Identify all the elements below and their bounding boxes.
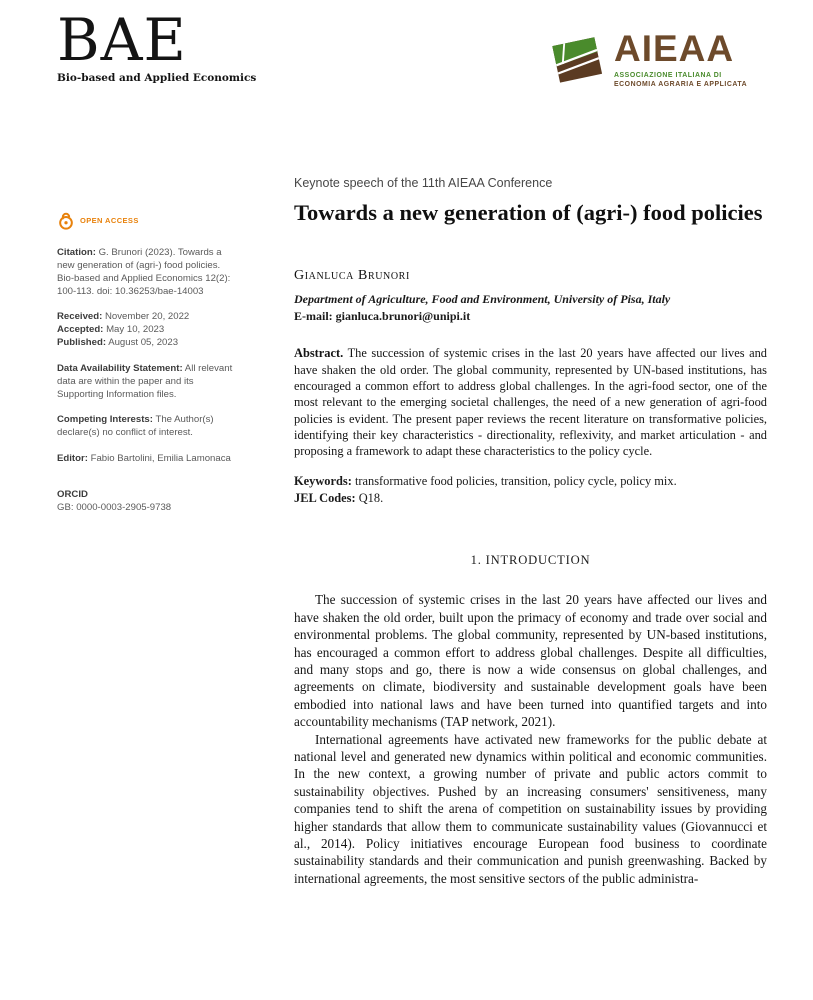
data-availability-label: Data Availability Statement: <box>57 362 183 374</box>
aieaa-acronym: AIEAA <box>614 28 735 69</box>
journal-logo-mark: BAE <box>57 6 187 74</box>
accepted-date: May 10, 2023 <box>106 324 165 336</box>
aieaa-subtitle-line2: ECONOMIA AGRARIA E APPLICATA <box>614 81 748 89</box>
orcid-label: ORCID <box>57 488 88 500</box>
competing-interests-label: Competing Interests: <box>57 414 153 426</box>
orcid-block <box>57 489 237 515</box>
open-access-icon <box>57 212 75 230</box>
accepted-line <box>57 324 237 337</box>
author-name: Gianluca Brunori <box>294 267 410 283</box>
aieaa-subtitle-line1: ASSOCIAZIONE ITALIANA DI <box>614 72 722 79</box>
keywords-label: Keywords: <box>294 474 352 489</box>
published-date: August 05, 2023 <box>108 337 179 349</box>
citation-block <box>57 247 237 298</box>
keywords-block <box>294 473 767 506</box>
orcid-id-link[interactable]: GB: 0000-0003-2905-9738 <box>57 501 172 513</box>
competing-interests-block <box>57 414 237 440</box>
journal-name: Bio-based and Applied Economics <box>57 71 257 84</box>
citation-text: G. Brunori (2023). Towards a new generation of (agri-) food policies. Bio-based and Applied Economics 12(2): 100-113. doi: 10.36253/bae-14003 <box>57 247 231 297</box>
article-metadata-sidebar <box>57 212 237 528</box>
journal-logo <box>57 6 257 84</box>
aieaa-logo-icon <box>549 30 605 88</box>
jel-label: JEL Codes: <box>294 490 356 505</box>
open-access-label: OPEN ACCESS <box>80 215 139 225</box>
citation-label: Citation: <box>57 247 96 258</box>
aieaa-logo <box>549 30 747 90</box>
editor-block <box>57 453 237 466</box>
abstract-text: The succession of systemic crises in the last 20 years have affected our lives and have shaken the old order. The global community, represented by UN-based institutions, has encouraged a common effort to address global challenges. In the agri-food sector, one of the most relevant to the emerging societal challenges, the need of a new generation of agri-food policies is evident. The present paper reviews the recent literature on transformative policies, identifying their key characteristics - directionality, reflexivity, and market articulation - and proposing a framework to adapt these characteristics to the policy cycle. <box>294 346 767 459</box>
jel-line <box>294 490 767 506</box>
dates-block <box>57 311 237 350</box>
data-availability-block <box>57 363 237 402</box>
article-title: Towards a new generation of (agri-) food policies <box>294 200 763 225</box>
email-link[interactable]: gianluca.brunori@unipi.it <box>335 308 471 323</box>
email-label: E-mail: <box>294 308 333 323</box>
author-affiliation: Department of Agriculture, Food and Environment, University of Pisa, Italy <box>294 291 671 306</box>
author-email-line <box>294 308 767 325</box>
received-label: Received: <box>57 311 103 323</box>
abstract-label: Abstract. <box>294 346 344 361</box>
intro-paragraph-1: The succession of systemic crises in the last 20 years have affected our lives and have shaken the old order, built upon the primacy of economy and trade over social and environmental problems. The global community, represented by UN-based institutions, has encouraged a common effort to address global challenges. Despite all difficulties, and many stops and go, there is now a wide consensus on global challenges, and agreements on climate, biodiversity and sustainable development goals have been embodied into national laws and have been turned into quantified targets and into accountability mechanisms (TAP network, 2021). <box>294 592 767 730</box>
published-label: Published: <box>57 337 107 349</box>
competing-interests-text: The Author(s) declare(s) no conflict of interest. <box>57 414 214 439</box>
section-heading-introduction: 1. INTRODUCTION <box>470 553 591 568</box>
intro-paragraph-2: International agreements have activated new frameworks for the public debate at national level and generated new dynamics within political and economic communities. In the new context, a growing number of private and public actors commit to sustainability objectives. Pushed by an increasing consumers' sensitiveness, many companies tend to shift the arena of competition on sustainability issues by providing higher standards that allow them to communicate sustainability values (Giovannucci et al., 2014). Policy initiatives encourage European food business to coordinate sustainability standards and their communication and punish greenwashing. Backed by international agreements, the most sensitive sectors of the public administra- <box>294 731 767 886</box>
aieaa-subtitle <box>614 71 747 90</box>
published-line <box>57 337 237 350</box>
received-line <box>57 311 237 324</box>
accepted-label: Accepted: <box>57 324 104 336</box>
editor-names: Fabio Bartolini, Emilia Lamonaca <box>90 453 231 465</box>
editor-label: Editor: <box>57 453 88 465</box>
abstract <box>294 345 767 459</box>
data-availability-text: All relevant data are within the paper and its Supporting Information files. <box>57 362 233 400</box>
article-main-column <box>294 176 767 887</box>
open-access-badge <box>57 212 237 230</box>
aieaa-text-block <box>614 30 747 90</box>
jel-text: Q18. <box>358 490 384 505</box>
keywords-line <box>294 473 767 489</box>
received-date: November 20, 2022 <box>105 311 190 323</box>
keywords-text: transformative food policies, transition, policy cycle, policy mix. <box>354 474 677 489</box>
conference-kicker: Keynote speech of the 11th AIEAA Conference <box>294 176 553 190</box>
